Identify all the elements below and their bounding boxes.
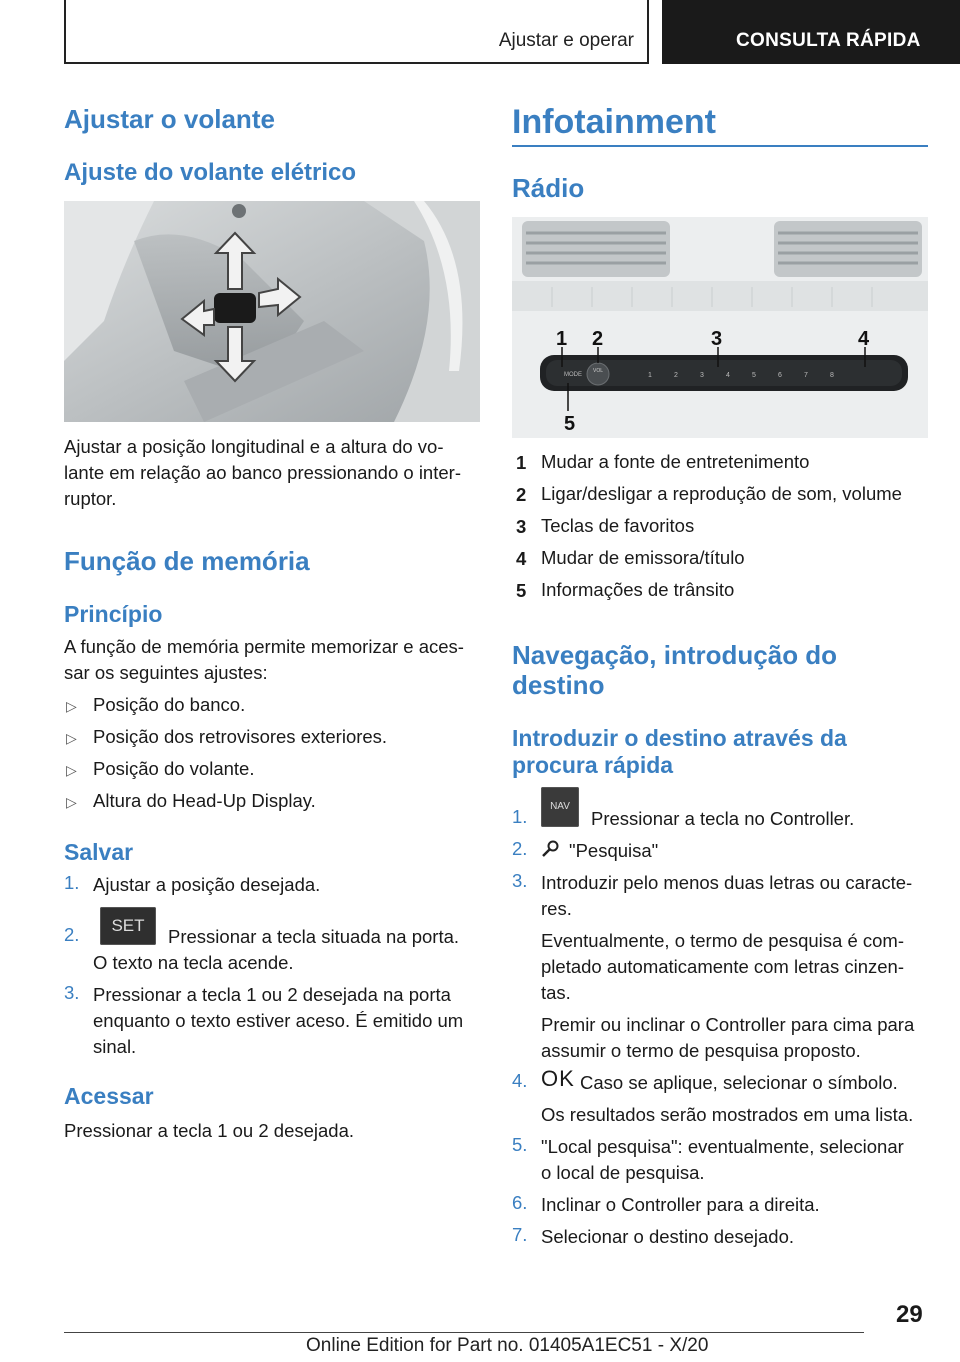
bullet-item: Altura do Head-Up Display. <box>93 790 316 811</box>
preset-label: 2 <box>674 372 678 379</box>
footer-edition: Online Edition for Part no. 01405A1EC51 - X/20 <box>306 1335 709 1356</box>
radio-panel-image <box>512 217 928 438</box>
preset-label: 1 <box>648 372 652 379</box>
step-number: 3. <box>64 982 80 1003</box>
bullet-glyph: ▷ <box>66 762 77 778</box>
heading-quick-search-line-1: Introduzir o destino através da <box>512 725 847 751</box>
preset-label: 3 <box>700 372 704 379</box>
nav-step-3-para3-line-1: Premir ou inclinar o Controller para cima para <box>541 1014 915 1035</box>
nav-step-3-para3-line-2: assumir o termo de pesquisa proposto. <box>541 1040 861 1061</box>
step-number: 3. <box>512 870 528 891</box>
nav-step-3-para2-line-2: pletado automaticamente com letras cinzen- <box>541 956 904 977</box>
bullet-item: Posição do volante. <box>93 758 255 779</box>
footer-rule <box>64 1332 864 1333</box>
preset-label: 4 <box>726 372 730 379</box>
nav-step-4-para2: Os resultados serão mostrados em uma lista. <box>541 1104 914 1125</box>
step-number: 4. <box>512 1070 528 1091</box>
legend-text: Mudar de emissora/título <box>541 547 745 568</box>
wheel-text-line-3: ruptor. <box>64 488 117 509</box>
heading-save: Salvar <box>64 839 134 865</box>
heading-navigation-line-1: Navegação, introdução do <box>512 640 838 670</box>
heading-electric-wheel: Ajuste do volante elétrico <box>64 159 357 186</box>
save-step-3-line-1: Pressionar a tecla 1 ou 2 desejada na porta <box>93 984 451 1005</box>
callout-1: 1 <box>556 328 568 350</box>
legend-number: 3 <box>516 516 527 537</box>
callout-2: 2 <box>592 328 604 350</box>
nav-key-icon: NAV <box>541 787 579 827</box>
legend-number: 4 <box>516 548 527 569</box>
heading-access: Acessar <box>64 1083 154 1109</box>
step-number: 2. <box>64 924 80 945</box>
access-text: Pressionar a tecla 1 ou 2 desejada. <box>64 1120 355 1141</box>
heading-infotainment: Infotainment <box>512 103 716 141</box>
step-number: 1. <box>512 806 528 827</box>
preset-label: 6 <box>778 372 782 379</box>
ok-icon: OK <box>541 1066 575 1091</box>
save-step-2-line-1: Pressionar a tecla situada na porta. <box>168 926 460 947</box>
bullet-glyph: ▷ <box>66 698 77 714</box>
heading-navigation-line-2: destino <box>512 670 605 700</box>
bullet-item: Posição do banco. <box>93 694 246 715</box>
header-tab-quick-reference[interactable]: CONSULTA RÁPIDA <box>662 0 960 64</box>
legend-text: Ligar/desligar a reprodução de som, volume <box>541 483 902 504</box>
callout-4: 4 <box>858 328 870 350</box>
wheel-text-line-2: lante em relação ao banco pressionando o inter- <box>64 462 461 483</box>
heading-adjust-wheel: Ajustar o volante <box>64 104 275 134</box>
save-step-1: Ajustar a posição desejada. <box>93 874 321 895</box>
principle-text-line-1: A função de memória permite memorizar e aces- <box>64 636 464 657</box>
bullet-glyph: ▷ <box>66 730 77 746</box>
nav-step-2: "Pesquisa" <box>569 840 659 861</box>
step-number: 2. <box>512 838 528 859</box>
step-number: 7. <box>512 1224 528 1245</box>
save-step-3-line-3: sinal. <box>93 1036 137 1057</box>
mode-label: MODE <box>564 372 582 378</box>
heading-rule <box>512 145 928 147</box>
heading-radio: Rádio <box>512 173 585 203</box>
legend-number: 2 <box>516 484 527 505</box>
nav-step-6: Inclinar o Controller para a direita. <box>541 1194 820 1215</box>
nav-step-3-para2-line-1: Eventualmente, o termo de pesquisa é com- <box>541 930 904 951</box>
callout-5: 5 <box>564 413 576 435</box>
nav-step-5-line-2: o local de pesquisa. <box>541 1162 705 1183</box>
preset-label: 8 <box>830 372 834 379</box>
nav-step-3-line-2: res. <box>541 898 572 919</box>
step-number: 6. <box>512 1192 528 1213</box>
header-section-label: Ajustar e operar <box>498 30 634 51</box>
legend-text: Mudar a fonte de entretenimento <box>541 451 810 472</box>
preset-label: 5 <box>752 372 756 379</box>
heading-memory-function: Função de memória <box>64 546 310 576</box>
page-number: 29 <box>896 1301 923 1328</box>
save-step-2-line-2: O texto na tecla acende. <box>93 952 294 973</box>
heading-principle: Princípio <box>64 601 163 627</box>
legend-number: 1 <box>516 452 527 473</box>
legend-number: 5 <box>516 580 527 601</box>
callout-3: 3 <box>711 328 723 350</box>
wheel-text-line-1: Ajustar a posição longitudinal e a altura do vo- <box>64 436 444 457</box>
steering-column-image <box>64 201 480 422</box>
nav-step-1: Pressionar a tecla no Controller. <box>591 808 855 829</box>
heading-quick-search-line-2: procura rápida <box>512 752 674 778</box>
nav-step-4: Caso se aplique, selecionar o símbolo. <box>580 1072 898 1093</box>
set-key-icon: SET <box>100 907 156 945</box>
save-step-3-line-2: enquanto o texto estiver aceso. É emitido um <box>93 1010 464 1031</box>
vol-label: VOL <box>593 368 604 374</box>
nav-step-7: Selecionar o destino desejado. <box>541 1226 795 1247</box>
principle-text-line-2: sar os seguintes ajustes: <box>64 662 268 683</box>
search-icon <box>541 840 559 858</box>
step-number: 5. <box>512 1134 528 1155</box>
nav-step-3-line-1: Introduzir pelo menos duas letras ou caracte- <box>541 872 913 893</box>
bullet-item: Posição dos retrovisores exteriores. <box>93 726 388 747</box>
legend-text: Teclas de favoritos <box>541 515 695 536</box>
nav-step-3-para2-line-3: tas. <box>541 982 571 1003</box>
preset-label: 7 <box>804 372 808 379</box>
legend-text: Informações de trânsito <box>541 579 735 600</box>
nav-step-5-line-1: "Local pesquisa": eventualmente, selecionar <box>541 1136 904 1157</box>
bullet-glyph: ▷ <box>66 794 77 810</box>
step-number: 1. <box>64 872 80 893</box>
